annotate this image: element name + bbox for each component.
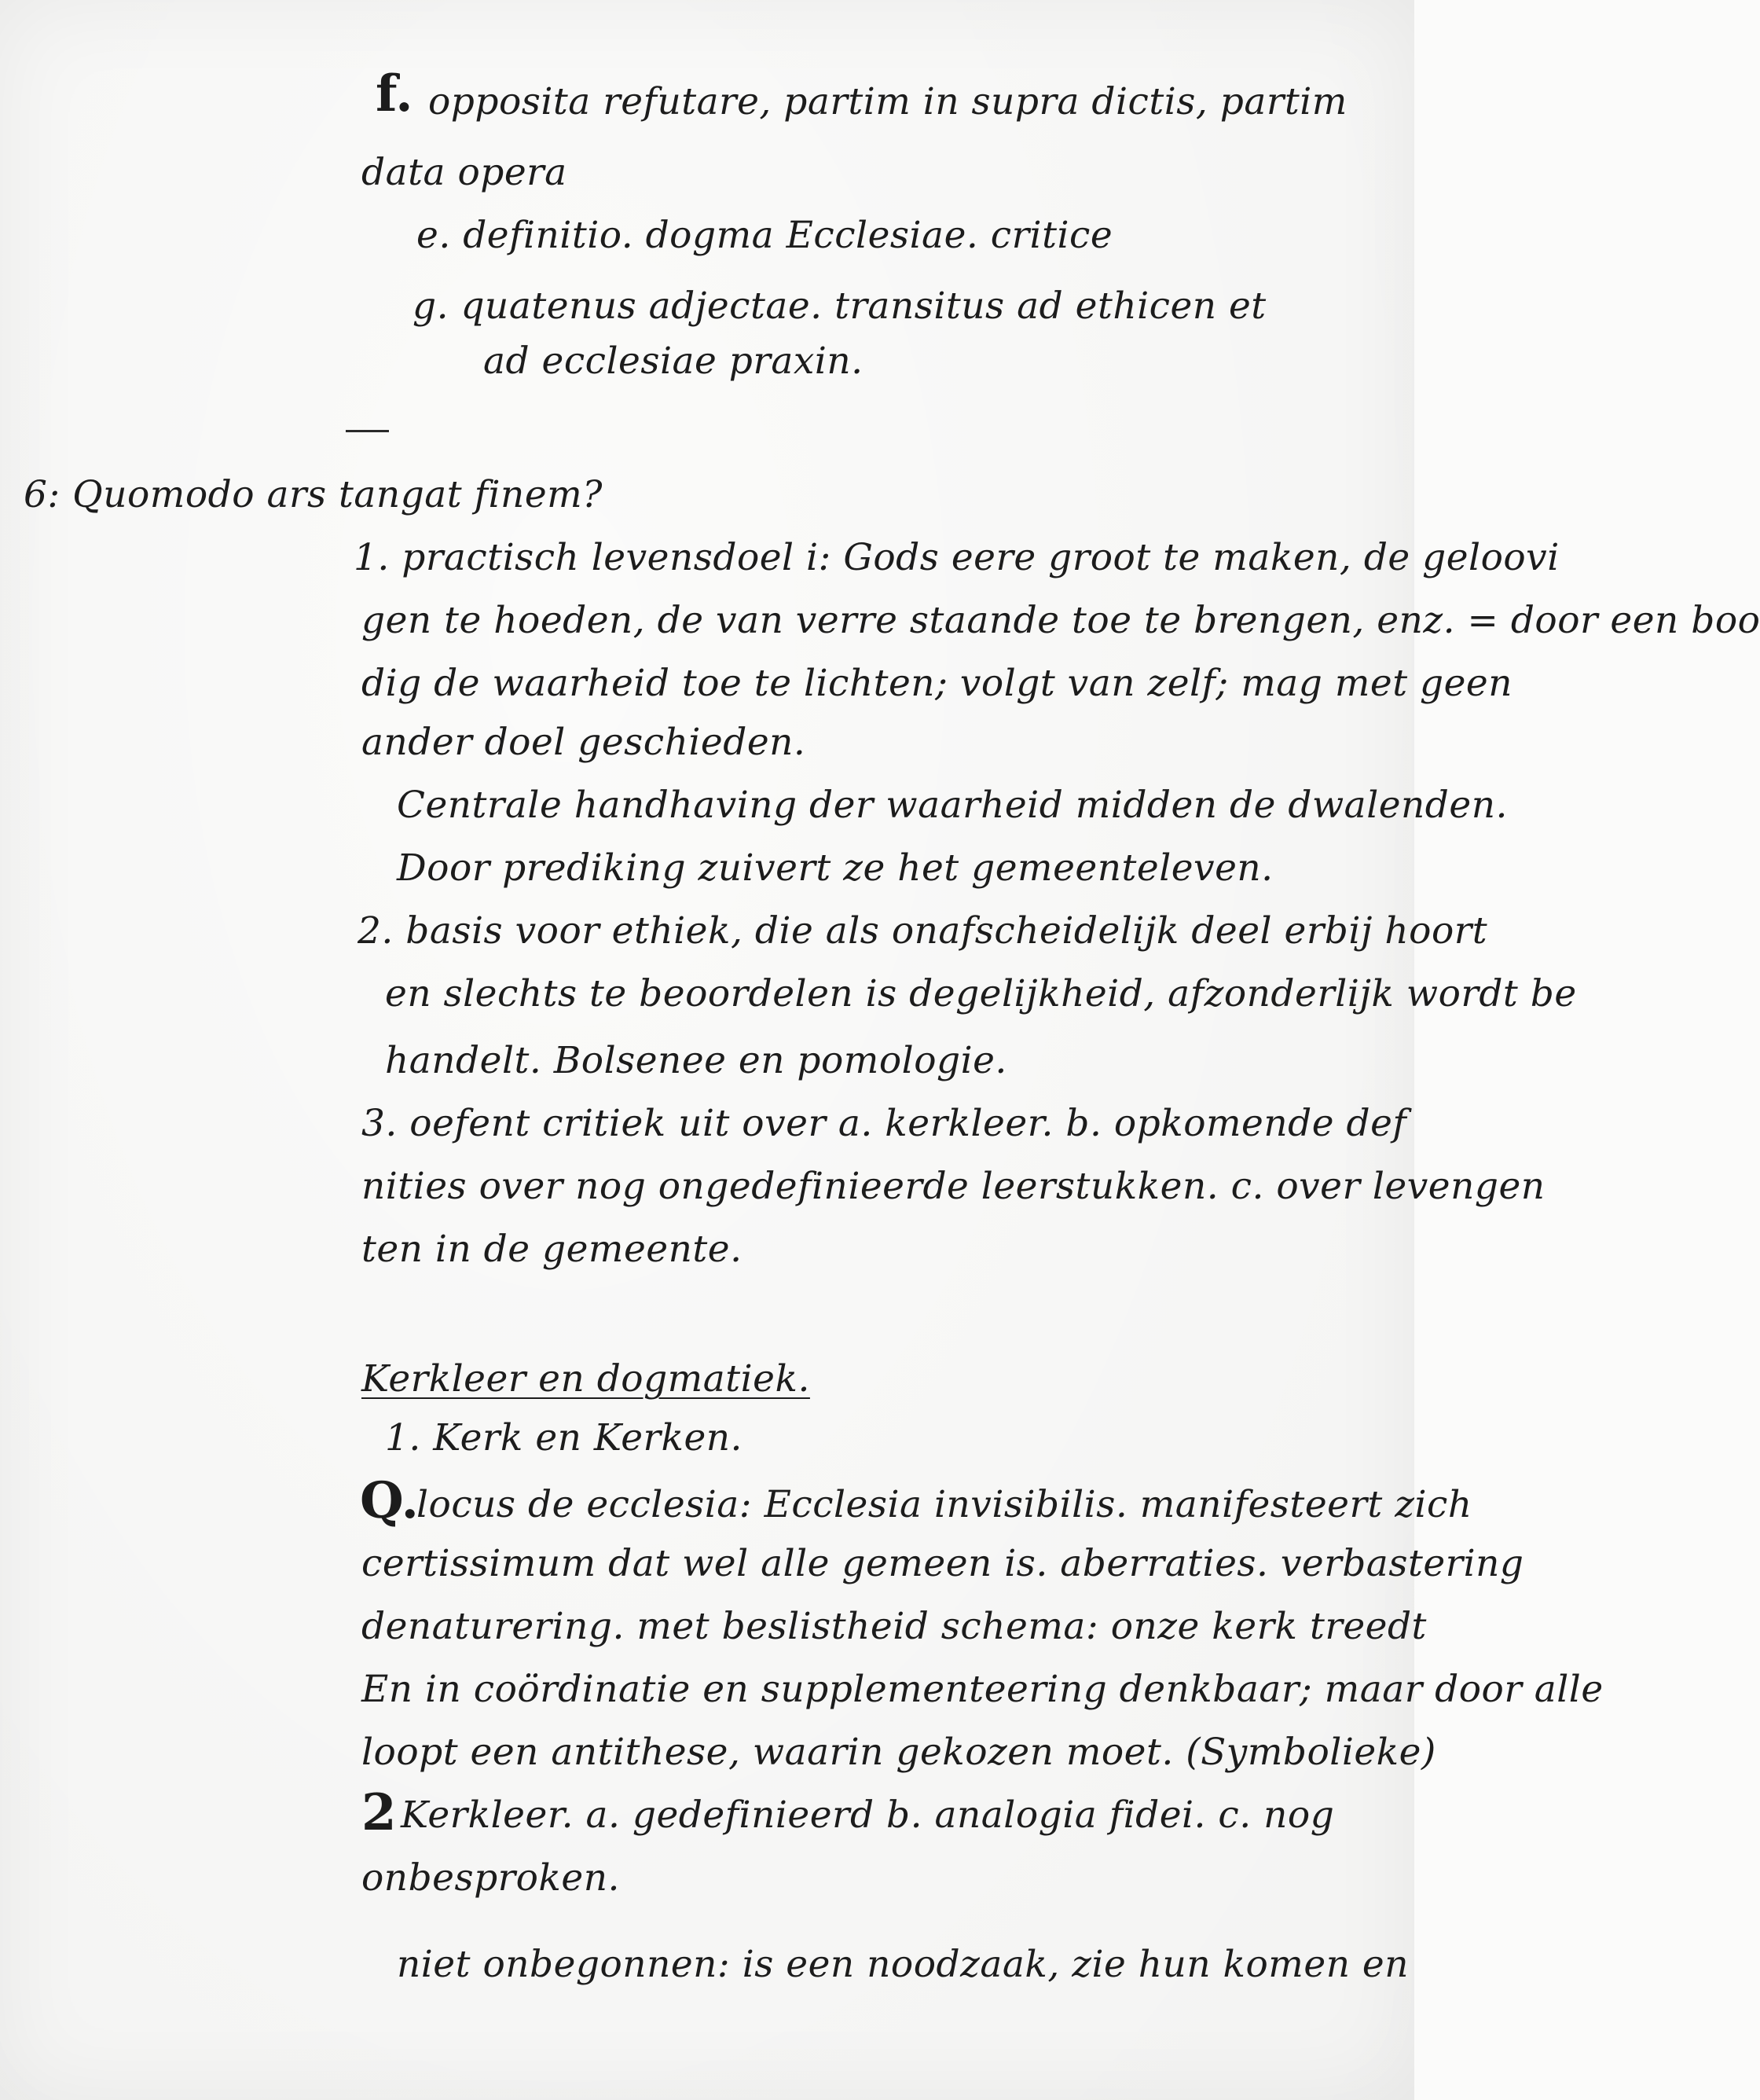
section-mark-f: f.: [376, 64, 413, 123]
manuscript-line: En in coördinatie en supplementeering denkbaar; maar door alle: [361, 1668, 1604, 1711]
manuscript-line: locus de ecclesia: Ecclesia invisibilis. manifesteert zich: [416, 1483, 1472, 1526]
manuscript-line: e. definitio. dogma Ecclesiae. critice: [416, 214, 1113, 257]
manuscript-line: ad ecclesiae praxin.: [483, 340, 864, 383]
section-mark-2: 2: [361, 1783, 397, 1842]
manuscript-line: 1. practisch levensdoel i: Gods eere groot te maken, de geloovi: [354, 536, 1560, 579]
manuscript-line: opposita refutare, partim in supra dictis, partim: [428, 80, 1348, 123]
manuscript-line: en slechts te beoordelen is degelijkheid, afzonderlijk wordt be: [385, 972, 1577, 1015]
manuscript-line: nities over nog ongedefinieerde leerstukken. c. over levengen: [361, 1165, 1546, 1208]
manuscript-line: handelt. Bolsenee en pomologie.: [385, 1039, 1007, 1082]
divider-line: [346, 430, 389, 432]
section-heading: Kerkleer en dogmatiek.: [361, 1357, 810, 1401]
manuscript-line: onbesproken.: [361, 1856, 620, 1900]
manuscript-line: Door prediking zuivert ze het gemeenteleven.: [397, 846, 1274, 890]
section-mark-q: Q.: [360, 1471, 419, 1530]
manuscript-line: 3. oefent critiek uit over a. kerkleer. b. opkomende def: [361, 1102, 1407, 1145]
manuscript-line: Centrale handhaving der waarheid midden de dwalenden.: [397, 784, 1508, 827]
section-heading: 6: Quomodo ars tangat finem?: [24, 473, 603, 516]
manuscript-line: ten in de gemeente.: [361, 1228, 742, 1271]
manuscript-line: 2. basis voor ethiek, die als onafscheidelijk deel erbij hoort: [358, 909, 1488, 953]
manuscript-line: loopt een antithese, waarin gekozen moet. (Symbolieke): [361, 1731, 1436, 1774]
manuscript-line: data opera: [361, 151, 567, 194]
manuscript-line: dig de waarheid toe te lichten; volgt van zelf; mag met geen: [361, 662, 1513, 705]
manuscript-line: ander doel geschieden.: [361, 721, 806, 764]
manuscript-line: Kerkleer. a. gedefinieerd b. analogia fidei. c. nog: [401, 1793, 1335, 1837]
manuscript-line: niet onbegonnen: is een noodzaak, zie hun komen en: [397, 1943, 1409, 1986]
manuscript-line: g. quatenus adjectae. transitus ad ethicen et: [412, 285, 1267, 328]
manuscript-line: denaturering. met beslistheid schema: onze kerk treedt: [361, 1605, 1427, 1648]
manuscript-line: gen te hoeden, de van verre staande toe te brengen, enz. = door een boo: [361, 599, 1760, 642]
manuscript-line: 1. Kerk en Kerken.: [385, 1416, 742, 1459]
manuscript-line: certissimum dat wel alle gemeen is. aberraties. verbastering: [361, 1542, 1524, 1585]
